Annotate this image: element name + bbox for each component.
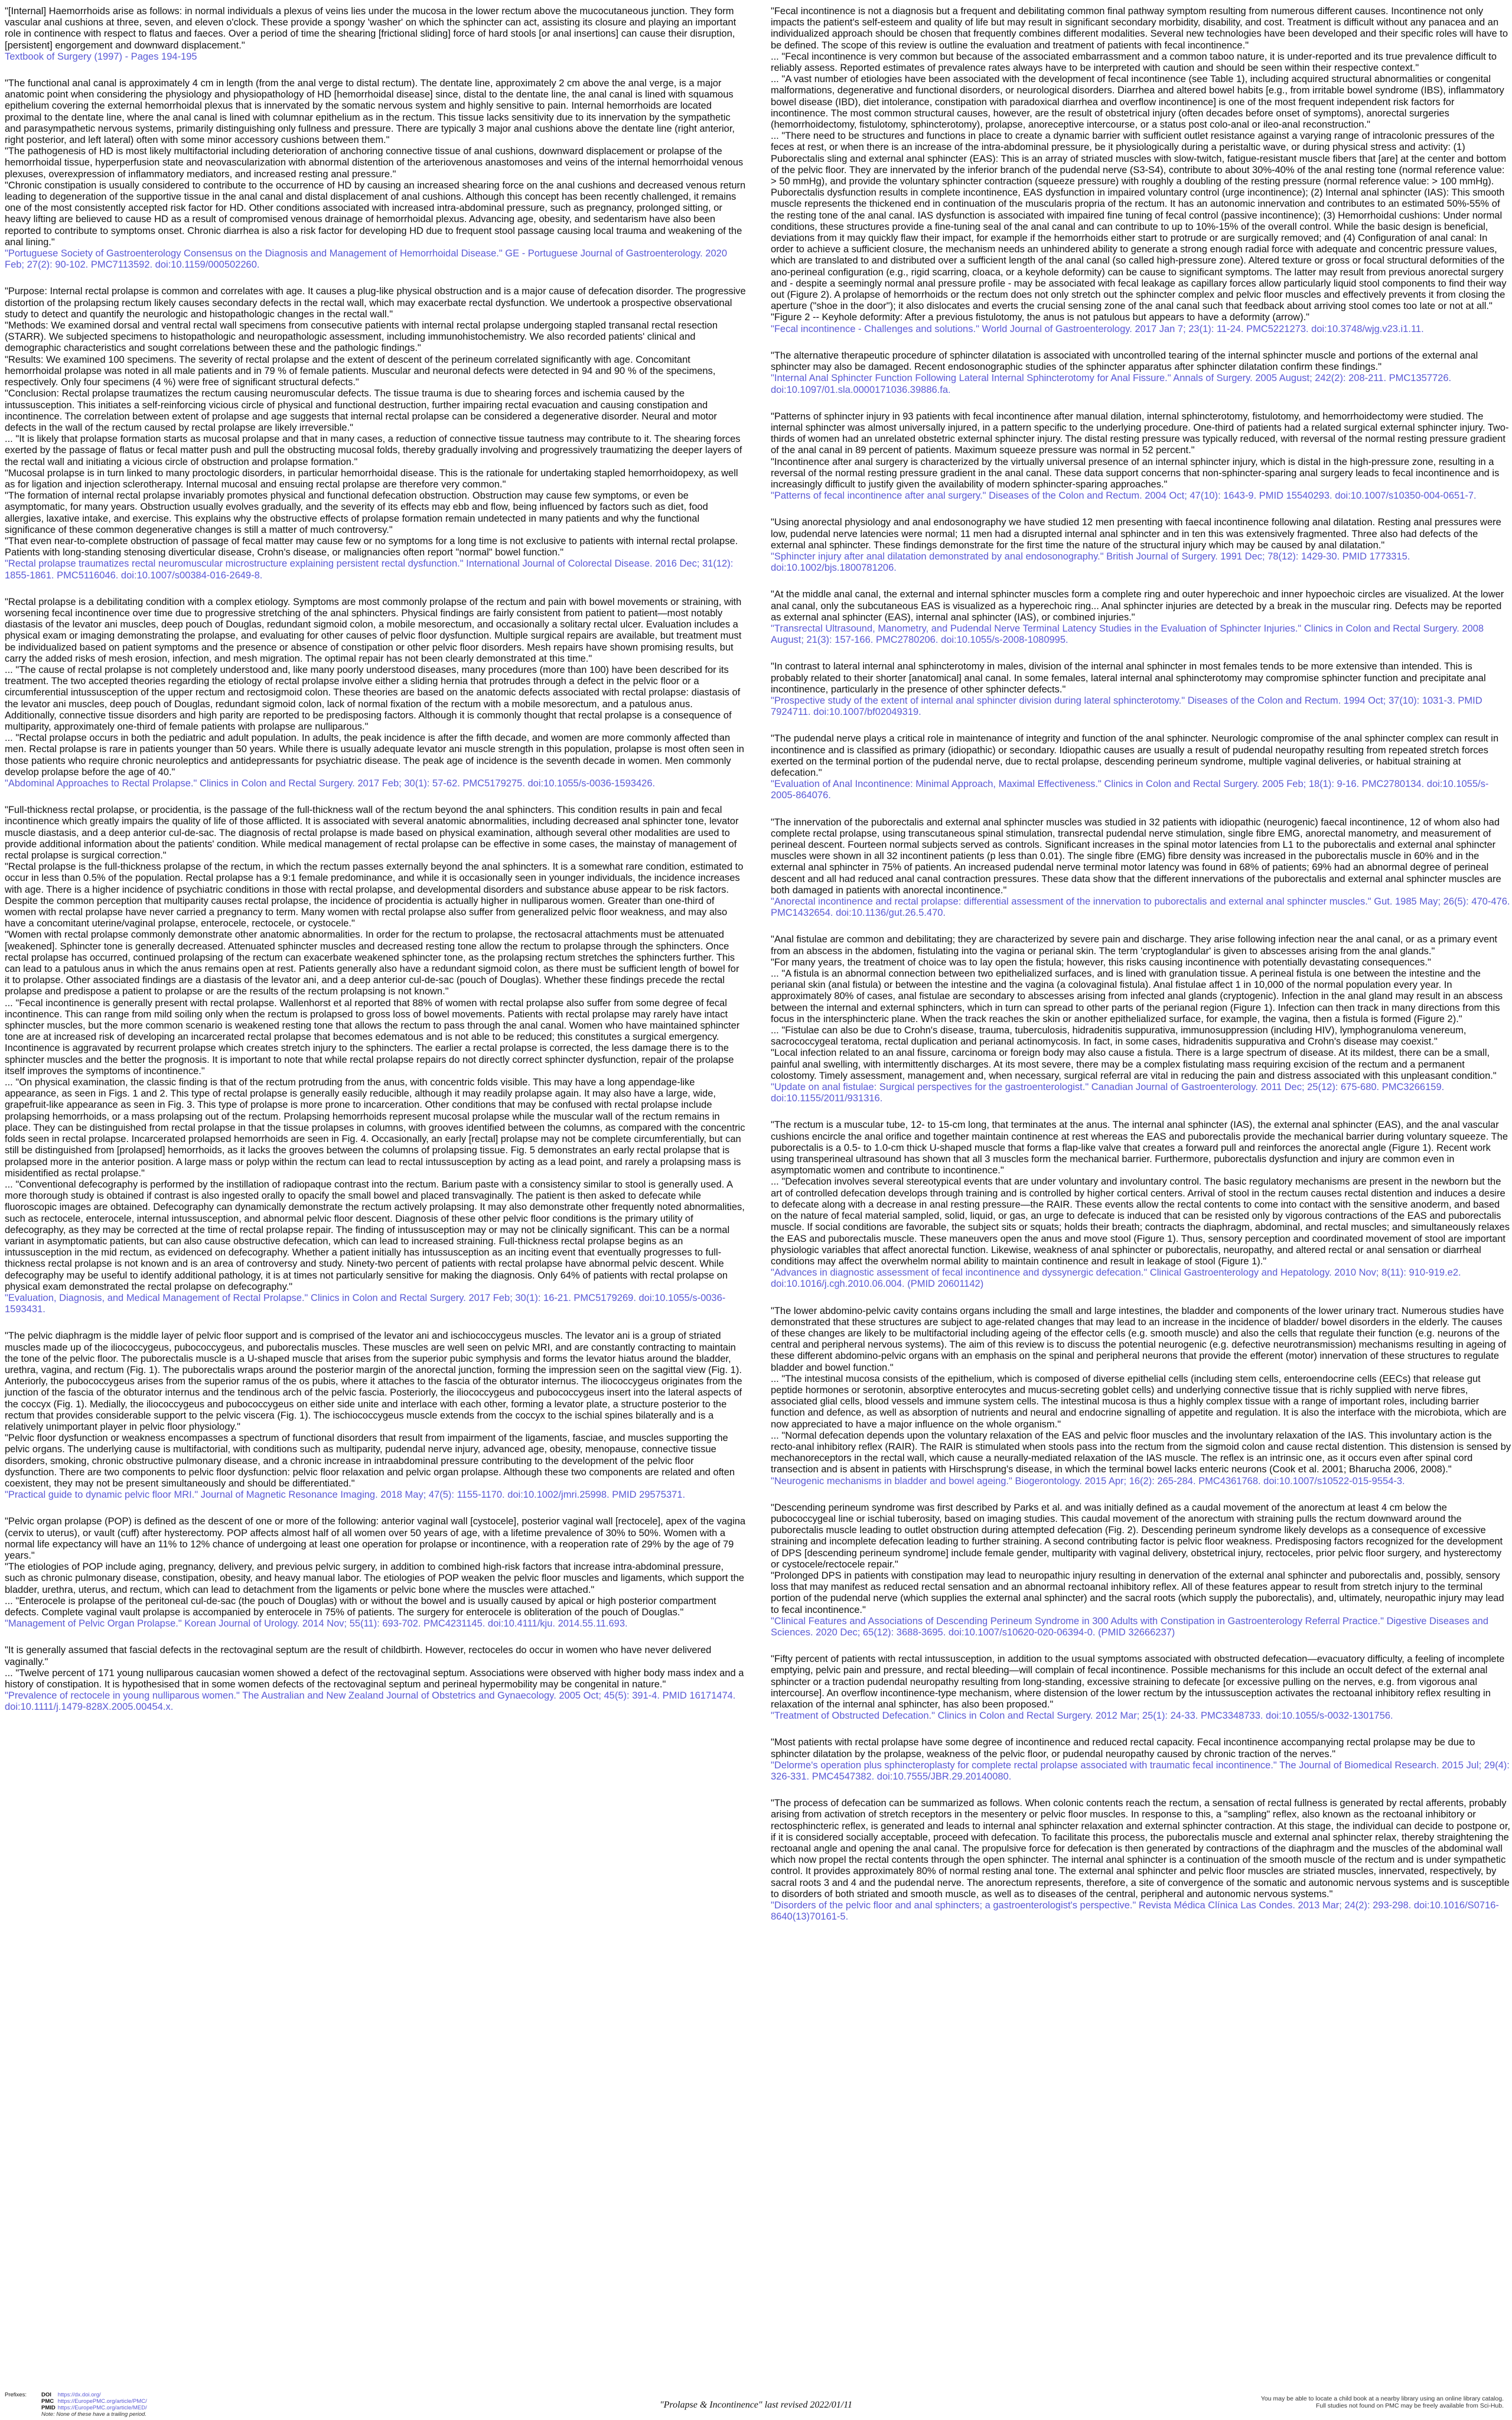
quote-paragraph: "Patterns of sphincter injury in 93 patients with fecal incontinence after manual dilation, internal sphincterotomy, fistulotomy, and hemorrhoidectomy were studied. The internal sphincter was almost universally injured, in a pattern specific to the underlying procedure. One-third of patients had a related surgical external sphincter injury. Two-thirds of women had an unrelated obstetric external sphincter injury. The distal resting pressure was typically reduced, with reversal of the normal resting pressure gradient of the anal canal in 89 percent of patients. Maximum squeeze pressure was normal in 52 percent.": [771, 411, 1509, 456]
quote-paragraph: "Results: We examined 100 specimens. The severity of rectal prolapse and the extent of descent of the perineum correlated significantly with age. Concomitant hemorrhoidal prolapse was noted in all male patients and in 79 % of female patients. Muscular and neuronal defects were detected in 94 and 90 % of the specimens, respectively. Only four specimens (4 %) were free of significant structural defects.": [5, 354, 716, 388]
citation-link[interactable]: "Delorme's operation plus sphincteroplasty for complete rectal prolapse associated with traumatic fecal incontinence." The Journal of Biomedical Research. 2015 Jul; 29(4): 326-331. PMC4547382. doi:10.7555/JBR.29.20140080.: [771, 1759, 1510, 1783]
quote-block: [5, 1331, 746, 1501]
citation-link[interactable]: "Fecal incontinence - Challenges and solutions." World Journal of Gastroenterology. 2017 Jan 7; 23(1): 11-24. PMC5221273. doi:10.3748/wjg.v23.i1.11.: [771, 323, 1424, 334]
quote-paragraph: ... "The cause of rectal prolapse is not completely understood and, like many poorly understood diseases, many procedures (more than 100) have been described for its treatment. The two accepted theories regarding the etiology of rectal prolapse involve either a sliding hernia that protrudes through a defect in the pelvic floor or a circumferential intussusception of the upper rectum and rectosigmoid colon. These theories are based on the anatomic defects associated with rectal prolapse: diastasis of the levator ani muscles, deep pouch of Douglas, redundant sigmoid colon, lack of normal fixation of the rectum with a mobile mesorectum, and a patulous anus. Additionally, connective tissue disorders and high parity are reported to be predisposing factors. Although it is commonly thought that rectal prolapse is a consequence of multiparity, approximately one-third of female patients with prolapse are nulliparous.": [5, 664, 741, 732]
prefix-link[interactable]: https://EuropePMC.org/article/PMC/: [57, 2398, 147, 2405]
disclaimer-line: Full studies not found on PMC may be freely available from Sci-Hub.: [1315, 2402, 1504, 2409]
citation-link[interactable]: "Disorders of the pelvic floor and anal sphincters; a gastroenterologist's perspective." Revista Médica Clínica Las Condes. 2013 Mar; 24(2): 293-298. doi:10.1016/S0716-8640(13)70161-5.: [771, 1900, 1499, 1923]
quote-paragraph: "[Internal] Haemorrhoids arise as follows: in normal individuals a plexus of veins lies under the mucosa in the lower rectum above the mucocutaneous junction. They form vascular anal cushions at three, seven, and eleven o'clock. These provide a spongy 'washer' on which the sphincter can act, assisting its closure and playing an important role in continence with respect to flatus and faeces. Over a period of time the shearing [frictional sliding] force of hard stools [or anal insertions] can cause their disruption, [persistent] engorgement and downward displacement.": [5, 6, 737, 51]
citation-link[interactable]: "Anorectal incontinence and rectal prolapse: differential assessment of the innervation to puborectalis and external anal sphincter muscles." Gut. 1985 May; 26(5): 470-476. PMC1432654. doi:10.1136/gut.26.5.470.: [771, 896, 1510, 919]
citation-link[interactable]: "Advances in diagnostic assessment of fecal incontinence and dyssynergic defecation." Clinical Gastroenterology and Hepatology. 2010 Nov; 8(11): 910-919.e2. doi:10.1016/j.cgh.2010.06.004. (PMID 20601142): [771, 1267, 1461, 1290]
quote-block: [771, 350, 1512, 396]
quote-paragraph: "Fecal incontinence is not a diagnosis but a frequent and debilitating common final pathway symptom resulting from numerous different causes. Incontinence not only impacts the patient's self-esteem and quality of life but may result in significant secondary morbidity, disability, and cost. Treatment is difficult without any panacea and an individualized approach should be chosen that frequently combines different modalities. Several new technologies have been developed and their specific roles will have to be defined. The scope of this review is outline the evaluation and treatment of patients with fecal incontinence.": [771, 6, 1508, 51]
quote-block: [771, 661, 1512, 718]
prefix-note-row: [41, 2411, 149, 2418]
disclaimer-line: You may be able to locate a child book at a nearby library using an online library catalog.: [1260, 2395, 1504, 2402]
quote-paragraph: ... "Enterocele is prolapse of the peritoneal cul-de-sac (the pouch of Douglas) with or without the bowel and is usually caused by apical or high posterior compartment defects. Complete vaginal vault prolapse is accompanied by enterocele in 75% of patients. The surgery for enterocele is obliteration of the pouch of Douglas.": [5, 1595, 716, 1618]
quote-paragraph: "Most patients with rectal prolapse have some degree of incontinence and reduced rectal capacity. Fecal incontinence accompanying rectal prolapse may be due to sphincter dilatation by the prolapse, weakness of the pelvic floor, or pudendal neuropathy caused by chronic traction of the nerves.": [771, 1737, 1475, 1759]
quote-block: [5, 1645, 746, 1713]
quote-paragraph: "Incontinence after anal surgery is characterized by the virtually universal presence of an internal sphincter injury, which is distal in the high-pressure zone, resulting in a reversal of the normal resting pressure gradient in the anal canal. These data support concerns that non-sphincter-sparing anal surgery leads to fecal incontinence and is increasingly difficult to justify given the availability of modern sphincter-sparing approaches.": [771, 456, 1500, 490]
quote-paragraph: ... "Rectal prolapse occurs in both the pediatric and adult population. In adults, the peak incidence is after the fifth decade, and women are more commonly affected than men. Rectal prolapse is rare in patients younger than 50 years. While there is usually adequate levator ani muscle strength in this population, prolapse is most often seen in those patients who require chronic neuroleptics and antidepressants for psychiatric disease. The peak age of incidence is the seventh decade in women. Men commonly develop prolapse before the age of 40.": [5, 733, 744, 778]
prefix-link[interactable]: https://dx.doi.org/: [57, 2392, 101, 2398]
quote-paragraph: "Women with rectal prolapse commonly demonstrate other anatomic abnormalities. In order for the rectum to prolapse, the rectosacral attachments must be attenuated [weakened]. Sphincter tone is generally decreased. Attenuated sphincter muscles and decreased resting tone allow the rectum to prolapse through the sphincters. Once rectal prolapse has occurred, continued prolapsing of the rectum can exacerbate weakened sphincter tone, as the prolapsing rectum stretches the sphincters further. This can lead to a patulous anus in which the anus remains open at rest. Patients generally also have a redundant sigmoid colon, as there must be sufficient length of bowel for it to prolapse. Other associated findings are a diastasis of the levator ani, and a deep anterior cul-de-sac (pouch of Douglas). Whether these findings precede the rectal prolapse and predispose a patient to prolapse or are the results of the rectum prolapsing is not known.": [5, 929, 739, 997]
quote-paragraph: ... "Fistulae can also be due to Crohn's disease, trauma, tuberculosis, hidradenitis suppurativa, immunosuppression (including HIV), lymphogranuloma venereum, sacrococcygeal teratoma, rectal duplication and perianal actinomycosis. In fact, in some cases, hidradenitis suppurativa and Crohn's disease may coexist.": [771, 1025, 1467, 1048]
quote-paragraph: ... "A vast number of etiologies have been associated with the development of fecal incontinence (see Table 1), including acquired structural abnormalities or congenital malformations, degenerative and functional disorders, or neurological disorders. Diarrhea and altered bowel habits [e.g., from irritable bowel syndrome (IBS), inflammatory bowel disease (IBD), diet intolerance, constipation with paradoxical diarrhea and overflow incontinence] is one of the most frequent independent risk factors for incontinence. The most common structural causes, however, are the result of obstetrical injury (often decades before onset of symptoms), anorectal surgeries (hemorrhoidectomy, fistulotomy, sphincterotomy), prolapse, anoreceptive intercourse, or a status post colo-anal or ileo-anal reconstruction.": [771, 74, 1504, 131]
right-column: [771, 6, 1512, 1938]
quote-block: [771, 517, 1512, 574]
quote-block: [5, 286, 746, 581]
citation-link[interactable]: "Clinical Features and Associations of Descending Perineum Syndrome in 300 Adults with Constipation in Gastroenterology Referral Practice." Digestive Diseases and Sciences. 2020 Dec; 65(12): 3688-3695. doi:10.1007/s10620-020-06394-0. (PMID 32666237): [771, 1615, 1488, 1638]
quote-paragraph: "Rectal prolapse is the full-thickness prolapse of the rectum, in which the rectum passes externally beyond the anal sphincters. It is a somewhat rare condition, estimated to occur in less than 0.5% of the population. Rectal prolapse has a 9:1 female predominance, and while it is occasionally seen in younger individuals, the incidence increases with age. There is a higher incidence of psychiatric conditions in those with rectal prolapse, and developmental disorders and substance abuse appear to be risk factors. Despite the common perception that multiparity causes rectal prolapse, the incidence of procidentia is actually higher in nulliparous women. Greater than one-third of women with rectal prolapse have never carried a pregnancy to term. Many women with rectal prolapse also suffer from generalized pelvic floor weakness, and may also have a concomitant uterine/vaginal prolapse, enterocele, rectocele, or cystocele.": [5, 861, 744, 929]
left-column: [5, 6, 746, 1729]
citation-link[interactable]: "Rectal prolapse traumatizes rectal neuromuscular microstructure explaining persistent rectal dysfunction." International Journal of Colorectal Disease. 2016 Dec; 31(12): 1855-1861. PMC5116046. doi:10.1007/s00384-016-2649-8.: [5, 558, 734, 581]
quote-paragraph: "At the middle anal canal, the external and internal sphincter muscles form a complete ring and outer hyperechoic and inner hypoechoic circles are visualized. At the lower anal canal, only the subcutaneous EAS is visualized as a hyperechoic ring... Anal sphincter injuries are detected by a break in the muscular ring. Defects may be reported as external anal sphincter (EAS), internal anal sphincter (IAS), or combined injuries.": [771, 589, 1504, 623]
quote-paragraph: "Methods: We examined dorsal and ventral rectal wall specimens from consecutive patients with internal rectal prolapse undergoing stapled transanal rectal resection (STARR). We subjected specimens to histopathologic and neuropathologic assessment, including immunohistochemistry. We also recorded patients' clinical and demographic characteristics and sought correlations between these and the pathologic findings.": [5, 320, 718, 354]
quote-block: [771, 1654, 1512, 1722]
quote-paragraph: "Conclusion: Rectal prolapse traumatizes the rectum causing neuromuscular defects. The tissue trauma is due to shearing forces and ischemia caused by the intussusception. This initiates a self-reinforcing vicious circle of physical and functional destruction, further impairing rectal evacuation and causing constipation and incontinence. The correlation between extent of prolapse and age suggests that internal rectal prolapse can be considered a degenerative disorder. Neural and motor defects in the wall of the rectum caused by rectal prolapse are likely irreversible.": [5, 388, 717, 433]
quote-block: [5, 1516, 746, 1629]
quote-paragraph: ... "There need to be structures and functions in place to create a dynamic barrier with sufficient outlet resistance against a varying range of intracolonic pressures of the feces at rest, or when there is an increase of the intra-abdominal pressure, be it physiologically during a peristaltic wave, or during physical stress and activity: (1) Puborectalis sling and external anal sphincter (EAS): This is an array of striated muscles with slow-twitch, fatigue-resistant muscle fibers that [are] at the center and bottom of the pelvic floor. They are innervated by the inferior branch of the pudendal nerve (S3-S4), contribute to about 30%-40% of the anal resting tone (normal reference value: > 50 mmHg), and provide the voluntary sphincter contraction (squeeze pressure) with roughly a doubling of the resting pressure (normal reference value: > 100 mmHg). Puborectalis dysfunction results in complete incontinence, EAS dysfunction in impaired voluntary control (urge incontinence); (2) Internal anal sphincter (IAS): This smooth muscle represents the thickened end in continuation of the muscularis propria of the rectum. It has an autonomic innervation and contributes to an estimated 50%-55% of the resting tone of the anal canal. IAS dysfunction is associated with impaired fine tuning of fecal control (passive incontinence); (3) Hemorrhoidal cushions: Under normal conditions, these structures provide a fine-tuning seal of the anal canal and can contribute to up to 10%-15% of the overall control. While the basic design is beneficial, deviations from it may quickly flaw their impact, for example if the hemorrhoids either start to protrude or are surgically removed; and (4) Configuration of anal canal: In order to achieve a sufficient closure, the mechanism needs an unhindered ability to generate a strong enough radial force with adequate and concentric pressure values, which are translated to and distributed over a sufficient length of the anal canal (so called high-pressure zone). Altered texture or gross or focal structural deformities of the ano-perineal configuration (e.g., rigid scarring, cloaca, or a keyhole deformity) can be cause to significant symptoms. The latter may result from previous anorectal surgery and - despite a seemingly normal anal pressure profile - may be associated with fecal leakage as capillary forces allow particularly liquid stool components to find their way out (Figure 2). A prolapse of hemorrhoids or the rectum does not only stretch out the sphincter complex and pelvic floor muscles and effectively prevents it from closing the aperture ("shoe in the door"); it also dislocates and everts the crucial sensing zone of the anal canal such that feedback about arriving stool comes too late or not at all.": [771, 131, 1507, 312]
citation-link[interactable]: "Internal Anal Sphincter Function Following Lateral Internal Sphincterotomy for Anal Fissure." Annals of Surgery. 2005 August; 242(2): 208-211. PMC1357726. doi:10.1097/01.sla.0000171036.39886.fa.: [771, 373, 1452, 395]
quote-paragraph: "Anal fistulae are common and debilitating; they are characterized by severe pain and discharge. They arise following infection near the anal canal, or as a primary event from an abscess in the abdomen, fistulating into the vagina or perianal skin. The term 'cryptoglandular' is given to abscesses arising from the anal glands.": [771, 934, 1497, 957]
quote-paragraph: "The pelvic diaphragm is the middle layer of pelvic floor support and is comprised of the levator ani and ischiococcygeus muscles. The levator ani is a group of striated muscles made up of the iliococcygeus, pubococcygeus, and puborectalis muscles. These muscles are well seen on pelvic MRI, and are constantly contracting to maintain the tone of the pelvic floor. The puborectalis muscle is a U-shaped muscle that arises from the superior pubic symphysis and forms the levator hiatus around the bladder, urethra, vagina, and rectum (Fig. 1). The puborectalis wraps around the posterior margin of the anorectal junction, forming the impression seen on the sagittal view (Fig. 1). Anteriorly, the pubococcygeus arises from the superior ramus of the os pubis, where it attaches to the fascia of the obturator internus. The iliococcygeus originates from the junction of the fascia of the obturator internus and the tendinous arch of the pelvic fascia. Posteriorly, the iliococcygeus and pubococcygeus insert into the lateral aspects of the coccyx (Fig. 1). Medially, the iliococcygeus and pubococcygeus on either side unite and interlace with each other, forming a levator plate, a structure posterior to the rectum that provides considerable support to the pelvic viscera (Fig. 1). The ischiococcygeus muscle extends from the coccyx to the ischial spines bilaterally and is a relatively unimportant player in pelvic floor physiology.": [5, 1331, 742, 1432]
quote-paragraph: "Pelvic organ prolapse (POP) is defined as the descent of one or more of the following: anterior vaginal wall [cystocele], posterior vaginal wall [rectocele], apex of the vagina (cervix to uterus), or vault (cuff) after hysterectomy. POP affects almost half of all women over 50 years of age, with a lifetime prevalence of 30% to 50%. Women with a normal life expectancy will have an 11% to 12% chance of undergoing at least one operation for prolapse or incontinence, with a reoperation rate of 29% by the age of 79 years.": [5, 1516, 746, 1561]
quote-paragraph: "That even near-to-complete obstruction of passage of fecal matter may cause few or no symptoms for a long time is not exclusive to patients with internal rectal prolapse. Patients with long-standing stenosing diverticular disease, Crohn's disease, or malignancies often report "normal" bowel function.": [5, 535, 738, 558]
quote-block: [771, 934, 1512, 1104]
quote-block: [5, 805, 746, 1315]
quote-paragraph: "Full-thickness rectal prolapse, or procidentia, is the passage of the full-thickness wall of the rectum beyond the anal sphincters. This condition results in pain and fecal incontinence which greatly impairs the quality of life of those afflicted. It is associated with several anatomic abnormalities, including decreased anal sphincter tone, levator muscle diastasis, and a deep anterior cul-de-sac. The diagnosis of rectal prolapse is made based on physical examination, although several other modalities are used to provide additional information about the patients' condition. While medical management of rectal prolapse can be effective in some cases, the mainstay of management of rectal prolapse is surgical correction.": [5, 805, 739, 861]
quote-block: [5, 597, 746, 789]
citation-link[interactable]: "Patterns of fecal incontinence after anal surgery." Diseases of the Colon and Rectum. 2004 Oct; 47(10): 1643-9. PMID 15540293. doi:10.1007/s10350-004-0651-7.: [771, 490, 1477, 502]
citation-link[interactable]: "Portuguese Society of Gastroenterology Consensus on the Diagnosis and Management of Hemorrhoidal Disease." GE - Portuguese Journal of Gastroenterology. 2020 Feb; 27(2): 90-102. PMC7113592. doi:10.1159/000502260.: [5, 248, 728, 271]
quote-paragraph: "The pudendal nerve plays a critical role in maintenance of integrity and function of the anal sphincter. Neurologic compromise of the anal sphincter complex can result in incontinence and is classified as primary (idiopathic) or secondary. Idiopathic causes are usually a result of pudendal neuropathy resulting from repeated stretch forces exerted on the terminal portion of the pudendal nerve, due to rectal prolapse, descending perineum syndrome, multiple vaginal deliveries, or habitual straining at defecation.": [771, 733, 1499, 778]
quote-paragraph: "The process of defecation can be summarized as follows. When colonic contents reach the rectum, a sensation of rectal fullness is generated by rectal afferents, probably arising from activation of stretch receptors in the mesentery or pelvic floor muscles. In response to this, a "sampling" reflex, also known as the rectoanal inhibitory or rectosphincteric reflex, is generated and leads to internal anal sphincter relaxation and external sphincter contraction. At this stage, the individual can decide to postpone or, if it is considered socially acceptable, proceed with defecation. To facilitate this process, the puborectalis muscle and external anal sphincter relax, thereby straightening the rectoanal angle and opening the anal canal. The propulsive force for defecation is then generated by contractions of the diaphragm and the muscles of the abdominal wall which now propel the rectal contents through the open sphincter. The internal anal sphincter is a continuation of the smooth muscle of the rectum and is under sympathetic control. It provides approximately 80% of normal resting anal tone. The external anal sphincter and pelvic floor muscles are striated muscles, innervated, respectively, by sacral roots 3 and 4 and the pudendal nerve. The anorectum represents, therefore, a site of convergence of the somatic and autonomic nervous systems and is susceptible to disorders of both striated and smooth muscle, as well as to diseases of the central, peripheral and autonomic nervous systems.": [771, 1798, 1511, 1899]
quote-paragraph: "Rectal prolapse is a debilitating condition with a complex etiology. Symptoms are most commonly prolapse of the rectum and pain with bowel movements or straining, with worsening fecal incontinence over time due to progressive stretching of the anal sphincters. Physical findings are fairly consistent from patient to patient—most notably diastasis of the levator ani muscles, deep pouch of Douglas, redundant sigmoid colon, a mobile mesorectum, and occasionally a solitary rectal ulcer. Evaluation includes a physical exam or imaging demonstrating the prolapse, and evaluating for other causes of pelvic floor dysfunction. Multiple surgical repairs are available, but treatment must be individualized based on patient symptoms and the presence or absence of constipation or other pelvic floor disorders. Mesh repairs have shown promising results, but carry the added risks of mesh erosion, infection, and mesh migration. The optimal repair has not been clearly demonstrated at this time.": [5, 596, 742, 664]
quote-paragraph: ... "On physical examination, the classic finding is that of the rectum protruding from the anus, with concentric folds visible. This may have a long appendage-like appearance, as seen in Figs. 1 and 2. This type of rectal prolapse is generally easily reducible, although it may readily prolapse again. It may also have a large, wide, grapefruit-like appearance as seen in Fig. 3. This type of prolapse is more prone to incarceration. Other conditions that may be confused with rectal prolapse include prolapsing hemorrhoids, or a mass prolapsing out of the rectum. Prolapsing hemorrhoids represent mucosal prolapse while the muscular wall of the rectum remains in place. They can be distinguished from rectal prolapse in that the tissue prolapses in columns, with grooves identified between the columns, as compared with the concentric folds seen in rectal prolapse. Incarcerated prolapsed hemorrhoids are seen in Fig. 4. Occasionally, an early [rectal] prolapse may not be complete circumferentially, but can still be distinguished from [prolapsed] hemorrhoids, as it lacks the grooves between the columns of prolapsing tissue. Fig. 5 demonstrates an early rectal prolapse that is prolapsed more in the anterior position. A large mass or polyp within the rectum can lead to rectal intussusception by acting as a lead point, and rarely a prolapsing mass is misidentified as rectal prolapse.": [5, 1077, 745, 1179]
footer: [0, 2387, 1512, 2420]
quote-paragraph: "The alternative therapeutic procedure of sphincter dilatation is associated with uncontrolled tearing of the internal sphincter muscle and portions of the external anal sphincter may also be damaged. Recent endosonographic studies of the sphincter apparatus after sphincter dilatation confirm these findings.": [771, 350, 1478, 373]
quote-paragraph: "For many years, the treatment of choice was to lay open the fistula; however, this risks causing incontinence with potentially devastating consequences.": [771, 957, 1431, 968]
quote-block: [771, 733, 1512, 801]
quote-paragraph: "Pelvic floor dysfunction or weakness encompasses a spectrum of functional disorders that result from impairment of the ligaments, fasciae, and muscles supporting the pelvic organs. The underlying cause is multifactorial, with conditions such as multiparity, pudendal nerve injury, advanced age, obesity, menopause, connective tissue disorders, smoking, chronic obstructive pulmonary disease, and a chronic increase in intraabdominal pressure contributing to the development of the pelvic floor dysfunction. There are two components to pelvic floor dysfunction: pelvic floor relaxation and pelvic organ prolapse. Although these two components are related and often coexistent, they may not be present simultaneously and should be differentiated.": [5, 1433, 735, 1489]
prefix-key: PMC: [41, 2398, 54, 2405]
quote-paragraph: "Local infection related to an anal fissure, carcinoma or foreign body may also cause a fistula. There is a large spectrum of disease. At its mildest, there can be a small, painful anal swelling, with intermittently discharges. At its most severe, there may be a complex fistulating mass requiring excision of the rectum and a permanent colostomy. Timely assessment, management and, when necessary, surgical referral are vital in reducing the pain and distress associated with this unpleasant condition.": [771, 1048, 1497, 1081]
citation-link[interactable]: "Prevalence of rectocele in young nulliparous women." The Australian and New Zealand Journal of Obstetrics and Gynaecology. 2005 Oct; 45(5): 391-4. PMID 16171474. doi:10.1111/j.1479-828X.2005.00454.x.: [5, 1690, 736, 1713]
quote-paragraph: "Purpose: Internal rectal prolapse is common and correlates with age. It causes a plug-like physical obstruction and is a major cause of defecation disorder. The progressive distortion of the prolapsing rectum likely causes secondary defects in the rectal wall, which may exacerbate rectal dysfunction. We undertook a prospective observational study to detect and quantify the neurologic and histopathologic changes in the rectal wall.": [5, 286, 746, 320]
citation-link[interactable]: "Update on anal fistulae: Surgical perspectives for the gastroenterologist." Canadian Journal of Gastroenterology. 2011 Dec; 25(12): 675-680. PMC3266159. doi:10.1155/2011/931316.: [771, 1082, 1445, 1104]
quote-paragraph: "Fifty percent of patients with rectal intussusception, in addition to the usual symptoms associated with obstructed defecation—evacuatory difficulty, a feeling of incomplete emptying, pelvic pain and pressure, and rectal bleeding—will complain of fecal incontinence. Possible mechanisms for this include an occult defect of the external anal sphincter or a traction pudendal neuropathy resulting from long-standing, excessive straining to defecate [or excessive pulling on the nerves, e.g. from vigorous anal intercourse]. An overflow incontinence-type mechanism, where distension of the lower rectum by the intussusception activates the rectoanal inhibitory reflex resulting in relaxation of the internal anal sphincter, has also been proposed.": [771, 1654, 1505, 1710]
quote-paragraph: "It is generally assumed that fascial defects in the rectovaginal septum are the result of childbirth. However, rectoceles do occur in women who have never delivered vaginally.": [5, 1645, 712, 1667]
citation-link[interactable]: "Practical guide to dynamic pelvic floor MRI." Journal of Magnetic Resonance Imaging. 2018 May; 47(5): 1155-1170. doi:10.1002/jmri.25998. PMID 29575371.: [5, 1489, 686, 1501]
quote-paragraph: "In contrast to lateral internal anal sphincterotomy in males, division of the internal anal sphincter in most females tends to be more extensive than intended. This is probably related to their shorter [anatomical] anal canal. In some females, lateral internal anal sphincterotomy may compromise sphincter function and precipitate anal incontinence, particularly in the presence of other sphincter defects.": [771, 661, 1486, 695]
quote-paragraph: ... "Defecation involves several stereotypical events that are under voluntary and involuntary control. The basic regulatory mechanisms are present in the newborn but the art of controlled defecation develops through training and is controlled by higher cortical centers. Arrival of stool in the rectum causes rectal distention and induces a desire to defecate along with a decrease in anal resting pressure—the RAIR. These events allow the rectal contents to come into contact with the sensitive anoderm, and based on the nature of fecal material sampled, solid, liquid, or gas, an urge to defecate is induced that can be resisted only by vigorous contractions of the EAS and puborectalis muscle. If social conditions are favorable, the subject sits or squats; holds their breath; contracts the diaphragm, abdominal, and rectal muscles; and simultaneously relaxes the EAS and puborectalis muscle. These maneuvers open the anus and move stool (Figure 1). Thus, sensory perception and coordinated movement of stool are important physiologic variables that affect anorectal function. Likewise, weakness of anal sphincter or puborectalis, neuropathy, and altered rectal or anal sensation or diarrheal conditions may affect the overwhelm normal ability to maintain continence and result in leakage of stool (Figure 1).": [771, 1176, 1510, 1267]
quote-block: [5, 78, 746, 271]
citation-link[interactable]: "Neurogenic mechanisms in bladder and bowel ageing." Biogerontology. 2015 Apr; 16(2): 265-284. PMC4361768. doi:10.1007/s10522-015-9554-3.: [771, 1475, 1405, 1487]
quote-block: [5, 6, 746, 63]
quote-block: [771, 1737, 1512, 1783]
quote-paragraph: "Using anorectal physiology and anal endosonography we have studied 12 men presenting with faecal incontinence following anal dilatation. Resting anal pressures were low, pudendal nerve latencies were normal; 11 men had a disrupted internal anal sphincter and in ten this was extensively fragmented. Three also had defects of the external anal sphincter. These findings demonstrate for the first time the nature of the structural injury which may be caused by anal dilatation.": [771, 517, 1501, 551]
quote-paragraph: ... "Fecal incontinence is generally present with rectal prolapse. Wallenhorst et al reported that 88% of women with rectal prolapse also suffer from some degree of fecal incontinence. This can range from mild soiling only when the rectum is prolapsed to gross loss of bowel movements. Patients with rectal prolapse may rarely have intact sphincter muscles, but the more common scenario is weakened resting tone that allows the rectum to pass through the anal canal. Women who have maintained sphincter tone are at increased risk of developing an incarcerated rectal prolapse that becomes edematous and is not able to be reduced; this constitutes a surgical emergency. Incontinence is aggravated by recurrent prolapse which creates stretch injury to the sphincters. The earlier a rectal prolapse is corrected, the less damage there is to the sphincter muscles and the better the prognosis. It is important to note that while rectal prolapse repairs do not directly correct sphincter dysfunction, repair of the prolapse itself improves the symptoms of incontinence.": [5, 997, 740, 1076]
quote-paragraph: "The functional anal canal is approximately 4 cm in length (from the anal verge to distal rectum). The dentate line, approximately 2 cm above the anal verge, is a major anatomic point when considering the physiology and physiopathology of HD [hemorrhoidal disease] since, distal to the dentate line, the anal canal is lined with squamous epithelium covering the external hemorrhoidal plexus that is innervated by the somatic nervous system and highly sensitive to pain. Internal hemorrhoids are located proximal to the dentate line, where the anal canal is lined with columnar epithelium as in the rectum. This tissue lacks sensitivity due to its innervation by the sympathetic and parasympathetic nervous systems, primarily distinguishing only fullness and pressure. There are typically 3 major anal cushions above the dentate line (right anterior, right posterior, and left lateral) often with some minor accessory cushions between them.": [5, 78, 735, 146]
quote-paragraph: ... "A fistula is an abnormal connection between two epithelialized surfaces, and is lined with granulation tissue. A perineal fistula is one between the intestine and the perianal skin (anal fistula) or between the intestine and the vagina (a colovaginal fistula). Anal fistulae affect 1 in 10,000 of the normal population every year. In approximately 80% of cases, anal fistulae are secondary to abscesses arising from infected anal glands (cryptogenic). Infection in the anal gland may result in an abscess between the internal and external sphincters, which in turn can spread to other parts of the perianal region (Figure 1). Infection can then track in many directions from this focus in the intersphincteric plane. When the track reaches the skin or another epithelialized surface, for example, the vagina, then a fistula is formed (Figure 2).": [771, 968, 1503, 1024]
quote-paragraph: ... "Twelve percent of 171 young nulliparous caucasian women showed a defect of the rectovaginal septum. Associations were observed with higher body mass index and a history of constipation. It is hypothesised that in some women defects of the rectovaginal septum and perineal hypermobility may be congenital in nature.": [5, 1667, 744, 1690]
citation-link[interactable]: "Evaluation of Anal Incontinence: Minimal Approach, Maximal Effectiveness." Clinics in Colon and Rectal Surgery. 2005 Feb; 18(1): 9-16. PMC2780134. doi:10.1055/s-2005-864076.: [771, 779, 1489, 801]
quote-paragraph: "The innervation of the puborectalis and external anal sphincter muscles was studied in 32 patients with idiopathic (neurogenic) faecal incontinence, 12 of whom also had complete rectal prolapse, using transcutaneous spinal stimulation, transrectal pudendal nerve stimulation, single fibre EMG, anorectal manometry, and measurement of perineal descent. Fourteen normal subjects served as controls. Significant increases in the spinal motor latencies from L1 to the puborectalis and external anal sphincter muscles were shown in all 32 incontinent patients (p less than 0.01). The single fibre (EMG) fibre density was increased in the puborectalis muscle in 60% and in the external anal sphincter in 75% of patients. An increased pudendal nerve terminal motor latency was found in 68% of patients; 69% had an abnormal degree of perineal descent and all had reduced anal canal contraction pressures. These data show that the different innervations of the puborectalis and external anal sphincter muscles are both damaged in patients with anorectal incontinence.": [771, 817, 1501, 896]
citation-link[interactable]: Textbook of Surgery (1997) - Pages 194-195: [5, 51, 197, 62]
prefixes-label: Prefixes:: [5, 2392, 27, 2398]
citation-link[interactable]: "Treatment of Obstructed Defecation." Clinics in Colon and Rectal Surgery. 2012 Mar; 25(1): 24-33. PMC3348733. doi:10.1055/s-0032-1301756.: [771, 1710, 1393, 1722]
citation-link[interactable]: "Transrectal Ultrasound, Manometry, and Pudendal Nerve Terminal Latency Studies in the Evaluation of Sphincter Injuries." Clinics in Colon and Rectal Surgery. 2008 August; 21(3): 157-166. PMC2780206. doi:10.1055/s-2008-1080995.: [771, 623, 1484, 646]
quote-paragraph: ... "It is likely that prolapse formation starts as mucosal prolapse and that in many cases, a reduction of connective tissue tautness may contribute to it. The shearing forces exerted by the passage of flatus or fecal matter push and pull the obstructing mucosal folds, thereby gradually involving and progressively traumatizing the deeper layers of the rectal wall and initiating a vicious circle of obstruction and prolapse formation.": [5, 434, 742, 467]
quote-block: [771, 1502, 1512, 1638]
quote-block: [771, 1798, 1512, 1923]
quote-block: [771, 589, 1512, 646]
quote-paragraph: "The pathogenesis of HD is most likely multifactorial including deterioration of anchoring connective tissue of anal cushions, downward displacement or prolapse of the hemorrhoidal tissue, hyperperfusion state and neovascularization with abnormal distention of the arteriovenous anastomoses and veins of the internal hemorrhoidal venous plexuses, overexpression of inflammatory mediators, and increased resting anal pressure.": [5, 146, 744, 180]
quote-block: [771, 411, 1512, 502]
prefix-note: Note: None of these have a trailing period.: [41, 2411, 146, 2418]
quote-paragraph: "Mucosal prolapse is in turn linked to many proctologic disorders, in particular hemorrhoidal disease. This is the rationale for undertaking stapled hemorrhoidopexy, as well as for ligation and injection sclerotherapy. Internal mucosal and ensuing rectal prolapse are therefore very common.": [5, 467, 738, 490]
prefix-link[interactable]: https://EuropePMC.org/article/MED/: [57, 2405, 147, 2411]
quote-block: [771, 6, 1512, 335]
quote-paragraph: ... "Conventional defecography is performed by the instillation of radiopaque contrast into the rectum. Barium paste with a consistency similar to stool is generally used. A more thorough study is obtained if contrast is also ingested orally to opacify the small bowel and placed transvaginally. The patient is then asked to defecate while fluoroscopic images are obtained. Defecography can dynamically demonstrate the rectum actively prolapsing. It may also demonstrate other frequently noted abnormalities, such as rectocele, enterocele, internal intussusception, and abnormal pelvic floor descent. Diagnosis of these other pelvic floor conditions is the primary utility of defecography, as they may be corrected at the time of rectal prolapse repair. The finding of intussusception may or may not be clinically significant. This can be a normal variant in asymptomatic patients, but can also cause obstructive defecation, which can lead to increased straining. Full-thickness rectal prolapse begins as an intussusception in the mid rectum, as evidenced on defecography. Whether a patient initially has intussusception as an inciting event that eventually progresses to full-thickness rectal prolapse is not known and is an area of controversy and study. Ninety-two percent of patients with rectal prolapse have abnormal pelvic descent. While defecography may be useful to identify additional pathology, it is at times not particularly sensitive for making the diagnosis. Only 64% of patients with rectal prolapse on physical exam demonstrated the rectal prolapse on defecography.": [5, 1179, 745, 1292]
prefix-key: PMID: [41, 2405, 56, 2411]
quote-paragraph: "The lower abdomino-pelvic cavity contains organs including the small and large intestines, the bladder and components of the lower urinary tract. Numerous studies have demonstrated that these structures are subject to age-related changes that may lead to an increase in the incidence of bladder/ bowel disorders in the elderly. The causes of these changes are likely to be multifactorial including ageing of the effector cells (e.g. smooth muscle) and also the cells that regulate their function (e.g. neurons of the central and peripheral nervous systems). The aim of this review is to discuss the potential neurogenic (e.g. defective neurotransmission) mechanisms resulting in ageing of these different abdomino-pelvic organs with an emphasis on the spinal and peripheral neurons that provide the efferent (motor) innervation of these structures to regulate bladder and bowel function.": [771, 1305, 1507, 1373]
quote-block: [771, 1120, 1512, 1290]
citation-link[interactable]: "Prospective study of the extent of internal anal sphincter division during lateral sphincterotomy." Diseases of the Colon and Rectum. 1994 Oct; 37(10): 1031-3. PMID 7924711. doi:10.1007/bf02049319.: [771, 695, 1482, 718]
quote-paragraph: "Figure 2 -- Keyhole deformity: After a previous fistulotomy, the anus is not patulous but appears to have a deformity (arrow).": [771, 312, 1310, 323]
citation-link[interactable]: "Abdominal Approaches to Rectal Prolapse." Clinics in Colon and Rectal Surgery. 2017 Feb; 30(1): 57-62. PMC5179275. doi:10.1055/s-0036-1593426.: [5, 778, 656, 789]
quote-paragraph: ... "Fecal incontinence is very common but because of the associated embarrassment and a common taboo nature, it is under-reported and its true prevalence difficult to reliably assess. Reported estimates of prevalence rates always have to be interpreted with caution and should be seen within their respective context.": [771, 51, 1497, 74]
quote-paragraph: "The rectum is a muscular tube, 12- to 15-cm long, that terminates at the anus. The internal anal sphincter (IAS), the external anal sphincter (EAS), and the anal vascular cushions encircle the anal orifice and together maintain continence at rest whereas the EAS and puborectalis provide the mechanical barrier during voluntary squeeze. The puborectalis is a 0.5- to 1.0-cm thick U-shaped muscle that forms a flap-like valve that creates a forward pull and reinforces the anorectal angle (Figure 1). Recent work using transperineal ultrasound has shown that all 3 muscles form the mechanical barrier. Furthermore, puborectalis dysfunction and injury are common even in asymptomatic women and contribute to incontinence.": [771, 1120, 1508, 1176]
prefix-row: [41, 2392, 149, 2398]
quote-block: [771, 817, 1512, 919]
quote-block: [771, 1306, 1512, 1487]
quote-paragraph: "Descending perineum syndrome was first described by Parks et al. and was initially defined as a caudal movement of the anorectum at least 4 cm below the pubococcygeal line or ischial tuberosity, based on imaging studies. This caudal movement of the anorectum with straining pulls the rectum downward around the puborectalis muscle leading to outlet obstruction during attempted defecation (Fig. 2). Descending perineum syndrome likely develops as a consequence of excessive straining and incomplete defecation leading to further straining. A second contributing factor is pelvic floor weakness. Predisposing factors recognized for the development of DPS [descending perineum syndrome] include female gender, multiparity with vaginal delivery, obstetrical injury, rectoceles, prior pelvic floor surgery, and hysterectomy or cystocele/rectocele repair.": [771, 1502, 1503, 1570]
library-disclaimer: [1256, 2395, 1504, 2409]
quote-paragraph: ... "The intestinal mucosa consists of the epithelium, which is composed of diverse epithelial cells (including stem cells, enteroendocrine cells (EECs) that release gut peptide hormones or serotonin, absorptive enterocytes and mucus-secreting goblet cells) and underlying connective tissue that is richly supplied with nerve fibres, associated glial cells, blood vessels and immune system cells. The intestinal mucosa is thus a highly complex tissue with a range of important roles, including barrier function and defence, as well as absorption of nutrients and neural and endocrine signalling of appetite and regulation. It is also the interface with the microbiota, which are now appreciated to have a major influence on the whole organism.": [771, 1373, 1507, 1430]
prefix-key: DOI: [41, 2392, 51, 2398]
citation-link[interactable]: "Evaluation, Diagnosis, and Medical Management of Rectal Prolapse." Clinics in Colon and Rectal Surgery. 2017 Feb; 30(1): 16-21. PMC5179269. doi:10.1055/s-0036-1593431.: [5, 1292, 726, 1315]
quote-paragraph: "Chronic constipation is usually considered to contribute to the occurrence of HD by causing an increased shearing force on the anal cushions and decreased venous return leading to degeneration of the supportive tissue in the anal canal and distal displacement of anal cushions. Although this concept has been recently challenged, it remains one of the most consistently accepted risk factor for HD. Other conditions associated with increased intra-abdominal pressure, such as pregnancy, prolonged sitting, or heavy lifting are believed to cause HD as a result of compromised venous drainage of hemorrhoidal plexus. Advancing age, obesity, and sedentarism have also been reported to contribute to symptoms onset. Chronic diarrhea is also a risk factor for developing HD due to frequent stool passage causing local trauma and weakening of the anal lining.": [5, 180, 746, 248]
quote-paragraph: ... "Normal defecation depends upon the voluntary relaxation of the EAS and pelvic floor muscles and the involuntary relaxation of the IAS. This involuntary action is the recto-anal inhibitory reflex (RAIR). The RAIR is stimulated when stools pass into the rectum from the sigmoid colon and cause rectal distention. This distension is sensed by mechanoreceptors in the rectal wall, which cause a neurally-mediated relaxation of the IAS muscle. The reflex is an intrinsic one, as it occurs even after spinal cord transection and is absent in patients with Hirschsprung's disease, in which the terminal bowel lacks enteric neurons (Cook et al. 2001; Bharucha 2006, 2008).": [771, 1430, 1511, 1475]
quote-paragraph: "The formation of internal rectal prolapse invariably promotes physical and functional defecation obstruction. Obstruction may cause few symptoms, or even be asymptomatic, for many years. Obstruction usually evolves gradually, and the severity of its effects may ebb and flow, being influenced by factors such as diet, food allergies, laxative intake, and exercise. This explains why the obstructive effects of prolapse formation remain undetected in many patients and why the functional significance of these common degenerative changes is still a matter of much controversy.": [5, 490, 708, 535]
last-revised-note: "Prolapse & Incontinence" last revised 2022/01/11: [659, 2400, 853, 2410]
quote-paragraph: "The etiologies of POP include aging, pregnancy, delivery, and previous pelvic surgery, in addition to combined high-risk factors that increase intra-abdominal pressure, such as chronic pulmonary disease, constipation, obesity, and heavy manual labor. The etiologies of POP weaken the pelvic floor muscles and ligaments, which support the bladder, urethra, uterus, and rectum, which can lead to detachment from the ligaments or pelvic bone where the muscles were attached.": [5, 1562, 744, 1595]
quote-paragraph: "Prolonged DPS in patients with constipation may lead to neuropathic injury resulting in denervation of the external anal sphincter and puborectalis and, possibly, sensory loss that may manifest as reduced rectal sensation and an abnormal rectoanal inhibitory reflex. All of these features appear to result from stretch injury to the terminal portion of the pudendal nerve (which supplies the external anal sphincter) and the sacral roots (which supply the puborectalis), and, ultimately, neuropathic injury may lead to fecal incontinence.": [771, 1570, 1504, 1615]
citation-link[interactable]: "Management of Pelvic Organ Prolapse." Korean Journal of Urology. 2014 Nov; 55(11): 693-702. PMC4231145. doi:10.4111/kju. 2014.55.11.693.: [5, 1618, 628, 1629]
citation-link[interactable]: "Sphincter injury after anal dilatation demonstrated by anal endosonography." British Journal of Surgery. 1991 Dec; 78(12): 1429-30. PMID 1773315. doi:10.1002/bjs.1800781206.: [771, 551, 1410, 574]
